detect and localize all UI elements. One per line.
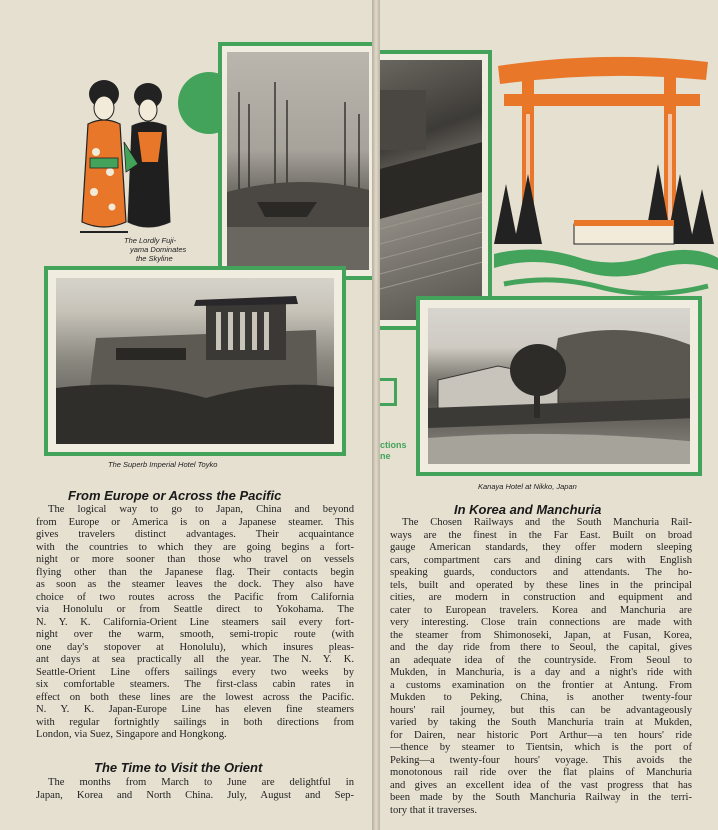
europe-line-13: ant days at sea practically all the year. The N. Y. K. xyxy=(36,654,354,665)
europe-line-6: flying other than the Japanese flag. Their contacts begin xyxy=(36,566,354,578)
imperial-hotel-caption: The Superb Imperial Hotel Toyko xyxy=(108,460,218,469)
korea-line-15: Mukden to Peking, China, is another twenty-four xyxy=(390,692,692,703)
center-fragment-text xyxy=(380,440,407,462)
korea-line-10: the steamer from Shimonoseki, Japan, at Fusan, Korea, xyxy=(390,629,692,641)
visit-line-1: The months from March to June are delightful in xyxy=(48,777,354,788)
europe-line-4: with the countries to which they are going begins a fort- xyxy=(36,541,354,553)
imperial-hotel-photo xyxy=(44,266,346,456)
fuji-caption-line-1: The Lordly Fuji- xyxy=(124,236,177,245)
korea-line-18: for Dairen, near historic Port Arthur—a ten hours' ride xyxy=(390,729,692,741)
section-heading-korea-manchuria: In Korea and Manchuria xyxy=(454,502,602,517)
fuji-caption xyxy=(124,236,186,263)
korea-line-20: Peking—a twenty-four hours' voyage. This avoids the xyxy=(390,754,692,766)
kanaya-hotel-caption: Kanaya Hotel at Nikko, Japan xyxy=(478,482,577,491)
europe-line-10: N. Y. K. California-Orient Line steamers sail every fort- xyxy=(36,616,354,628)
europe-line-16: effect on both these lines are the lowest across the Pacific. xyxy=(36,691,354,703)
europe-line-17: N. Y. K. Japan-Europe Line has eleven fine steamers xyxy=(36,704,354,715)
kanaya-hotel-photo xyxy=(416,296,702,476)
europe-line-9: via Honolulu or from Seattle direct to Yokohama. The xyxy=(36,604,354,615)
korea-line-23: been made by the South Manchuria Railway in the terri- xyxy=(390,792,692,803)
europe-line-3: gives travelers distinct advantages. Their acquaintance xyxy=(36,529,354,540)
fuji-caption-line-3: the Skyline xyxy=(136,254,173,263)
section-body-europe-pacific xyxy=(36,504,354,742)
europe-line-18: with regular fortnightly sailings in both directions from xyxy=(36,716,354,728)
europe-line-2: from Europe or America is on a Japanese steamer. This xyxy=(36,516,354,528)
korea-line-9: very interesting. Close train connections are made with xyxy=(390,617,692,628)
korea-line-1: The Chosen Railways and the South Manchuria Rail- xyxy=(402,517,692,528)
korea-line-6: tels, built and operated by these lines in the principal xyxy=(390,579,692,591)
europe-line-1: The logical way to go to Japan, China and beyond xyxy=(48,504,354,515)
korea-line-17: varied by taking the South Manchuria train at Mukden, xyxy=(390,717,692,728)
korea-line-3: gauge American standards, they offer modern sleeping xyxy=(390,542,692,553)
europe-line-14: Seattle-Orient Line offers sailings every two weeks by xyxy=(36,666,354,678)
section-heading-europe-pacific: From Europe or Across the Pacific xyxy=(68,488,282,503)
korea-line-8: cater to European travelers. Korea and Manchuria are xyxy=(390,604,692,616)
section-body-time-to-visit xyxy=(36,777,354,802)
center-fragment-green-mark xyxy=(380,378,397,406)
korea-line-21: monotonous rail ride over the flat plains of Manchuria xyxy=(390,767,692,778)
korea-line-16: hours' rail journey, but this can be advantageously xyxy=(390,704,692,716)
korea-line-14: a customs examination on the frontier at Antung. From xyxy=(390,679,692,691)
korea-line-24: tory that it traverses. xyxy=(390,804,478,816)
center-fragment-line-2: ne xyxy=(380,451,391,461)
korea-line-4: cars, compartment cars and dining cars with English xyxy=(390,554,692,566)
europe-line-8: choice of two routes across the Pacific from California xyxy=(36,591,354,603)
europe-line-5: night or more sooner than those who travel on vessels xyxy=(36,554,354,565)
korea-line-11: and the day ride from there to Seoul, the capital, gives xyxy=(390,642,692,653)
section-body-korea-manchuria xyxy=(390,517,692,817)
section-heading-time-to-visit: The Time to Visit the Orient xyxy=(94,760,263,775)
korea-line-5: speaking guards, conductors and attendants. The ho- xyxy=(390,567,692,578)
harbor-photo xyxy=(218,42,372,280)
torii-gate-illustration xyxy=(494,44,718,304)
europe-line-19: London, via Suez, Singapore and Hongkong. xyxy=(36,729,227,740)
korea-line-12: an adequate idea of the countryside. From Seoul to xyxy=(390,654,692,666)
europe-line-11: night over the warm, smooth, semi-tropic route (with xyxy=(36,629,354,640)
korea-line-22: and gives an excellent idea of the vast progress that has xyxy=(390,779,692,791)
korea-line-13: Mukden, in Manchuria, is a day and a night's ride with xyxy=(390,667,692,678)
korea-line-7: cities, are modern in construction and equipment and xyxy=(390,592,692,603)
europe-line-7: as soon as the steamer leaves the dock. They also have xyxy=(36,579,354,590)
korea-line-19: —thence by steamer to Tientsin, which is the port of xyxy=(390,742,692,753)
fuji-caption-line-2: yama Dominates xyxy=(130,245,187,254)
binding-gutter xyxy=(372,0,380,830)
temple-roof-photo xyxy=(380,50,492,330)
center-fragment-line-1: ctions xyxy=(380,440,407,450)
europe-line-12: one day's stopover at Honolulu), which insures pleas- xyxy=(36,641,354,653)
visit-line-2: Japan, Korea and North China. July, August and Sep- xyxy=(36,789,354,801)
right-page xyxy=(380,0,718,830)
europe-line-15: six comfortable steamers. The first-class cabin rates in xyxy=(36,679,354,690)
korea-line-2: ways are the finest in the Far East. Built on broad xyxy=(390,529,692,541)
geisha-illustration xyxy=(66,72,186,252)
